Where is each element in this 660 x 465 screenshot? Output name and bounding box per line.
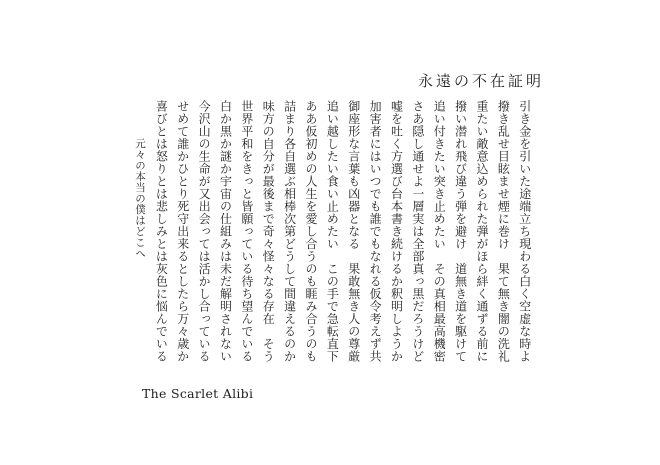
lyric-line: さあ隠し通せよ一層実は全部真っ黒だろうけど	[410, 100, 425, 363]
lyric-line: 詰まり各自選ぶ相棒次第どうして間違えるのか	[282, 100, 297, 363]
lyric-line: 重たい敵意込められた弾がほら絆く通ずる前に	[475, 100, 489, 363]
lyric-line: ああ仮初めの人生を愛し合うのも睚み合うのも	[304, 100, 318, 363]
lyric-line: 嘘を吐く方選び台本書き続けるか釈明しようか	[389, 100, 404, 363]
lyric-line: 撥い潜れ飛び違う弾を避け 道無き道を駆けて	[453, 100, 468, 363]
lyric-line: 撥き乱せ目眩ませ煙に巻け 果て無き闇の洗礼	[496, 100, 511, 363]
lyric-line: 追い付きたい突き止めたい その真相最高機密	[432, 100, 447, 363]
lyrics-body	[132, 100, 532, 380]
english-title: The Scarlet Alibi	[142, 386, 254, 401]
lyric-line: 加害者にはいつでも誰でもなれる仮令考えず共	[368, 100, 383, 363]
lyric-line: 追い越したい食い止めたい この手で急転直下	[325, 100, 340, 363]
lyric-line: 世界平和をきっと皆願っている待ち望んでいる	[239, 100, 254, 363]
lyric-line: 御座形な言葉も凶器となる 果敢無き人の尊厳	[346, 100, 361, 363]
lyric-line: 今沢山の生命が又出会っては活かし合っている	[197, 100, 212, 363]
song-title: 永遠の不在証明	[418, 72, 545, 90]
lyric-line: 引き金を引いた途端立ち現わる白く空虚な時よ	[517, 100, 532, 363]
lyric-line: 喜びとは怒りとは悲しみとは灰色に悩んでいる	[154, 100, 169, 363]
lyric-line: 味方の自分が最後まで奇々怪々なる存在 そう	[261, 100, 276, 363]
lyric-line-final: 元々の本当の僕はどこへ	[134, 138, 146, 259]
lyric-line: 白か黒か謎か宇宙の仕組みは未だ解明されない	[218, 100, 233, 363]
lyric-line: せめて誰かひとり死守出来るとしたら万々歳か	[175, 100, 190, 363]
